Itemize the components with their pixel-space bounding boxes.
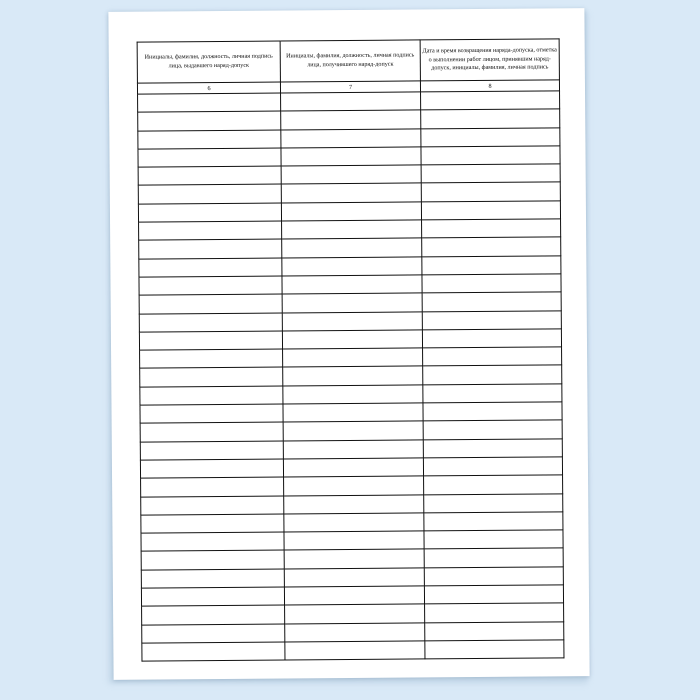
table-cell[interactable] — [283, 421, 423, 440]
table-cell[interactable] — [282, 220, 422, 239]
table-cell[interactable] — [421, 127, 560, 146]
table-cell[interactable] — [141, 532, 284, 551]
table-row — [142, 640, 564, 662]
table-cell[interactable] — [281, 129, 421, 148]
table-cell[interactable] — [424, 475, 563, 494]
table-cell[interactable] — [423, 457, 562, 476]
table-cell[interactable] — [422, 219, 561, 238]
table-cell[interactable] — [139, 239, 282, 258]
table-cell[interactable] — [138, 111, 281, 130]
journal-table — [137, 38, 565, 662]
table-cell[interactable] — [422, 274, 561, 293]
form-sheet — [137, 38, 564, 646]
table-cell[interactable] — [140, 349, 283, 368]
table-cell[interactable] — [141, 477, 284, 496]
table-cell[interactable] — [283, 366, 423, 385]
table-cell[interactable] — [423, 438, 562, 457]
table-cell[interactable] — [424, 493, 563, 512]
table-cell[interactable] — [140, 404, 283, 423]
table-cell[interactable] — [282, 257, 422, 276]
table-cell[interactable] — [423, 420, 562, 439]
table-cell[interactable] — [422, 292, 561, 311]
document-page — [108, 8, 589, 680]
table-cell[interactable] — [281, 202, 421, 221]
table-cell[interactable] — [140, 367, 283, 386]
column-header-receiver: Инициалы, фамилия, должность, личная подпись лица, получившего наряд-допуск — [280, 40, 420, 82]
table-cell[interactable] — [283, 403, 423, 422]
table-cell[interactable] — [142, 605, 285, 624]
table-body — [138, 91, 564, 662]
table-cell[interactable] — [423, 365, 562, 384]
table-cell[interactable] — [424, 548, 563, 567]
table-cell[interactable] — [139, 294, 282, 313]
table-cell[interactable] — [141, 514, 284, 533]
table-cell[interactable] — [421, 201, 560, 220]
table-cell[interactable] — [138, 203, 281, 222]
table-cell[interactable] — [281, 110, 421, 129]
column-number-6: 6 — [137, 82, 280, 94]
table-cell[interactable] — [140, 386, 283, 405]
table-cell[interactable] — [425, 603, 564, 622]
table-cell[interactable] — [141, 569, 284, 588]
table-cell[interactable] — [281, 147, 421, 166]
table-cell[interactable] — [140, 441, 283, 460]
table-cell[interactable] — [141, 587, 284, 606]
table-cell[interactable] — [421, 91, 560, 110]
table-cell[interactable] — [285, 641, 425, 660]
table-cell[interactable] — [425, 640, 564, 659]
table-cell[interactable] — [284, 476, 424, 495]
table-cell[interactable] — [282, 293, 422, 312]
table-cell[interactable] — [282, 330, 422, 349]
table-cell[interactable] — [284, 586, 424, 605]
table-cell[interactable] — [424, 567, 563, 586]
table-cell[interactable] — [421, 109, 560, 128]
table-cell[interactable] — [139, 276, 282, 295]
table-cell[interactable] — [283, 440, 423, 459]
table-cell[interactable] — [422, 329, 561, 348]
table-cell[interactable] — [138, 93, 281, 112]
table-cell[interactable] — [282, 311, 422, 330]
table-cell[interactable] — [140, 459, 283, 478]
table-cell[interactable] — [285, 604, 425, 623]
table-cell[interactable] — [424, 512, 563, 531]
table-cell[interactable] — [422, 237, 561, 256]
table-cell[interactable] — [422, 256, 561, 275]
table-cell[interactable] — [281, 165, 421, 184]
table-cell[interactable] — [424, 585, 563, 604]
table-cell[interactable] — [284, 549, 424, 568]
table-cell[interactable] — [281, 92, 421, 111]
table-cell[interactable] — [283, 458, 423, 477]
table-cell[interactable] — [425, 621, 564, 640]
column-number-8: 8 — [420, 80, 559, 92]
table-cell[interactable] — [138, 130, 281, 149]
table-header-row — [137, 39, 559, 83]
table-cell[interactable] — [422, 310, 561, 329]
table-cell[interactable] — [284, 494, 424, 513]
table-cell[interactable] — [424, 530, 563, 549]
table-cell[interactable] — [284, 568, 424, 587]
column-number-7: 7 — [280, 81, 420, 93]
table-cell[interactable] — [421, 146, 560, 165]
column-header-issuer: Инициалы, фамилия, должность, личная подпись лица, выдавшего наряд-допуск — [137, 41, 280, 83]
table-cell[interactable] — [421, 164, 560, 183]
table-cell[interactable] — [140, 422, 283, 441]
table-cell[interactable] — [285, 623, 425, 642]
table-cell[interactable] — [139, 258, 282, 277]
table-cell[interactable] — [138, 148, 281, 167]
table-cell[interactable] — [423, 402, 562, 421]
table-cell[interactable] — [139, 221, 282, 240]
table-cell[interactable] — [283, 348, 423, 367]
table-cell[interactable] — [284, 513, 424, 532]
table-cell[interactable] — [282, 238, 422, 257]
table-cell[interactable] — [139, 313, 282, 332]
table-cell[interactable] — [142, 642, 285, 661]
table-cell[interactable] — [138, 185, 281, 204]
table-cell[interactable] — [423, 347, 562, 366]
table-cell[interactable] — [423, 384, 562, 403]
table-cell[interactable] — [284, 531, 424, 550]
table-cell[interactable] — [138, 166, 281, 185]
table-cell[interactable] — [281, 183, 421, 202]
table-cell[interactable] — [421, 182, 560, 201]
table-head — [137, 39, 559, 94]
table-cell[interactable] — [141, 550, 284, 569]
table-cell[interactable] — [283, 385, 423, 404]
table-cell[interactable] — [282, 275, 422, 294]
table-cell[interactable] — [141, 496, 284, 515]
table-cell[interactable] — [142, 624, 285, 643]
table-cell[interactable] — [139, 331, 282, 350]
column-header-return: Дата и время возвращения наряда-допуска, отметка о выполнении работ лицом, принявшим наряд-допуск, инициалы, фамилия, личная подпись — [420, 39, 559, 81]
